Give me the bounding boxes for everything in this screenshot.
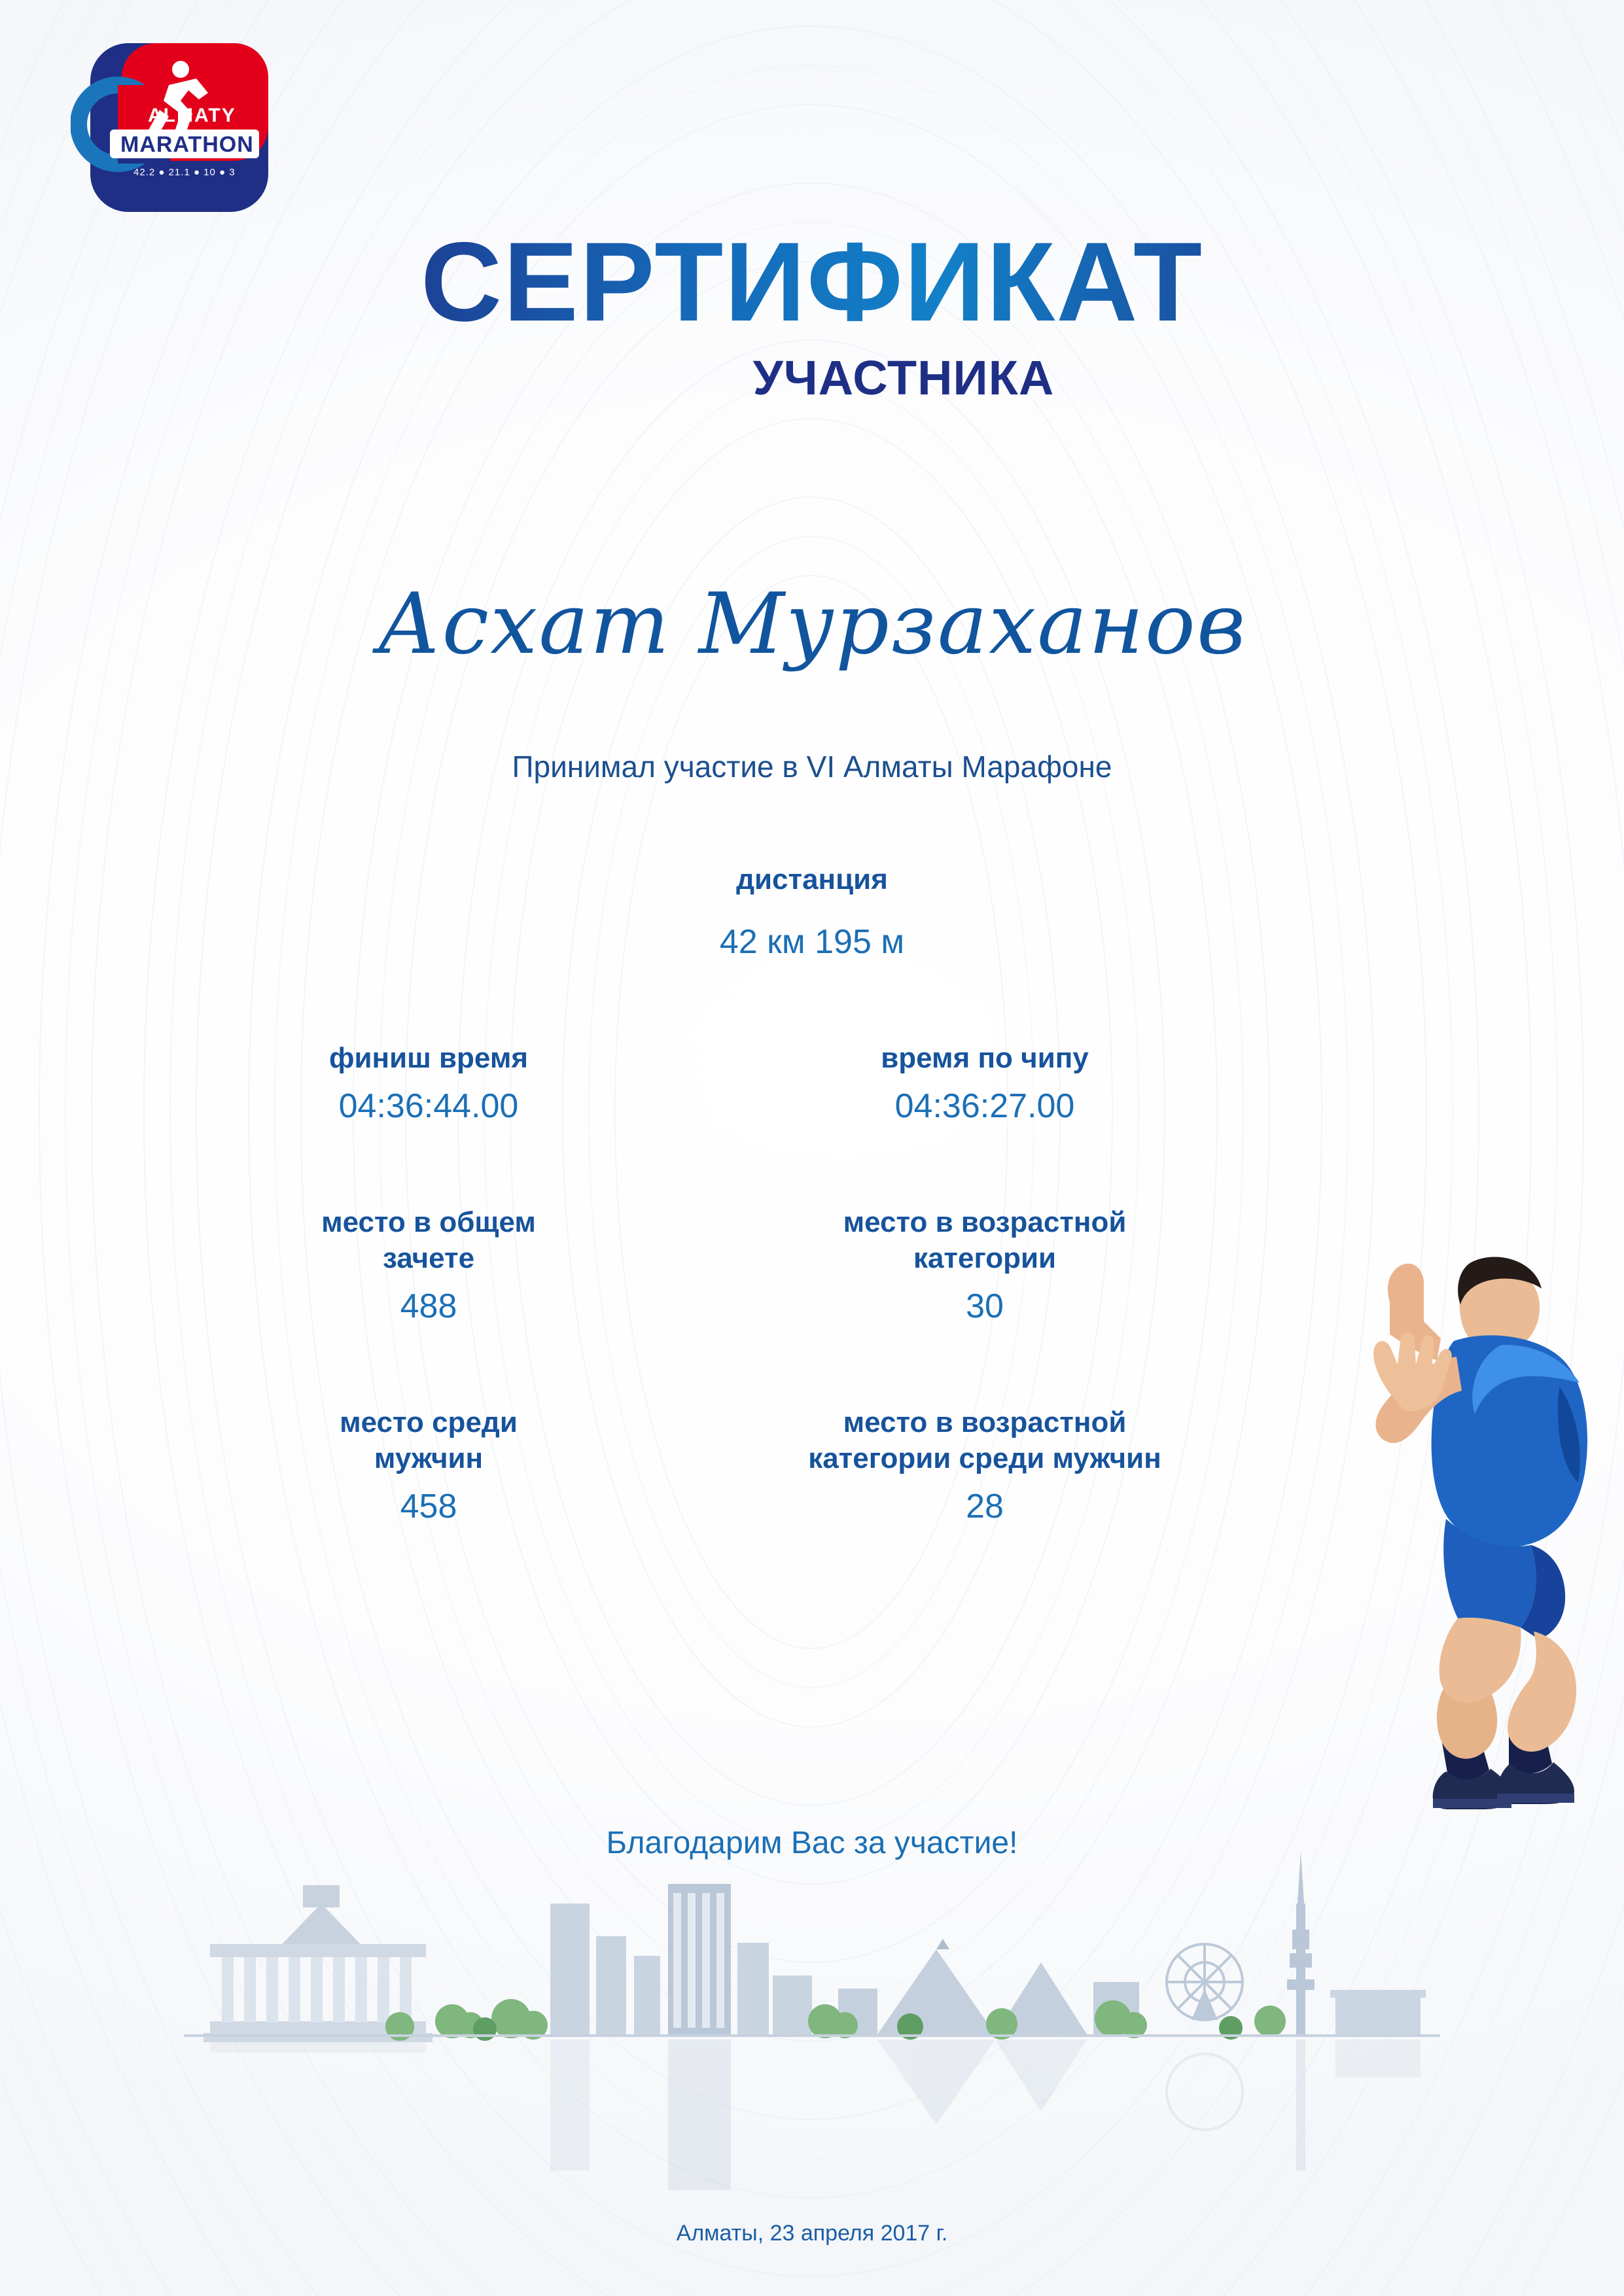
distance-label: дистанция	[736, 863, 888, 896]
stat-chip-time	[707, 1040, 1263, 1126]
row-spacer	[150, 1126, 1263, 1204]
stat-label-line-1: место в возрастной	[843, 1206, 1127, 1238]
participation-line: Принимал участие в VI Алматы Марафоне	[512, 750, 1112, 784]
stat-label-line-1: место в общем	[321, 1206, 536, 1238]
stat-age-category-place	[707, 1204, 1263, 1326]
stat-age-category-men-place	[707, 1404, 1263, 1526]
stat-value: 458	[400, 1487, 457, 1525]
results-row-overall	[150, 1204, 1263, 1326]
results-grid	[150, 1040, 1263, 1526]
certificate-title: СЕРТИФИКАТ	[0, 226, 1624, 338]
stat-value: 04:36:27.00	[894, 1087, 1075, 1125]
stat-label-line-2: категории среди мужчин	[808, 1442, 1161, 1474]
distance-value: 42 км 195 м	[719, 923, 905, 961]
stat-overall-place	[150, 1204, 707, 1326]
stat-value: 30	[966, 1287, 1004, 1325]
stat-label	[150, 1204, 707, 1276]
results-row-time	[150, 1040, 1263, 1126]
stat-label: время по чипу	[881, 1042, 1089, 1074]
stat-label	[707, 1404, 1263, 1476]
stat-label	[150, 1404, 707, 1476]
participant-name: Асхат Мурзаханов	[377, 576, 1247, 673]
stat-label-line-1: место в возрастной	[843, 1406, 1127, 1438]
stat-men-place	[150, 1404, 707, 1526]
results-row-men	[150, 1404, 1263, 1526]
stat-label-line-2: зачете	[382, 1242, 475, 1274]
svg-text:ALMATY: ALMATY	[148, 105, 236, 126]
logo-distances-text: 42.2 ● 21.1 ● 10 ● 3	[133, 167, 236, 178]
stat-finish-time	[150, 1040, 707, 1126]
logo-marathon-text: MARATHON	[120, 132, 254, 157]
almaty-skyline-illustration	[183, 1825, 1441, 2191]
certificate-subtitle: УЧАСТНИКА	[752, 351, 1055, 405]
row-spacer	[150, 1326, 1263, 1404]
stat-label-line-2: мужчин	[374, 1442, 484, 1474]
runner-photo	[1193, 1223, 1612, 1812]
stat-value: 28	[966, 1487, 1004, 1525]
stat-value: 04:36:44.00	[338, 1087, 519, 1125]
thanks-message: Благодарим Вас за участие!	[606, 1826, 1018, 1860]
stat-value: 488	[400, 1287, 457, 1325]
stat-label	[707, 1204, 1263, 1276]
place-and-date: Алматы, 23 апреля 2017 г.	[676, 2221, 948, 2246]
almaty-marathon-logo	[71, 38, 287, 234]
stat-label-line-1: место среди	[340, 1406, 518, 1438]
stat-label: финиш время	[328, 1042, 529, 1074]
stat-label-line-2: категории	[913, 1242, 1057, 1274]
certificate-title-block	[0, 219, 1624, 406]
